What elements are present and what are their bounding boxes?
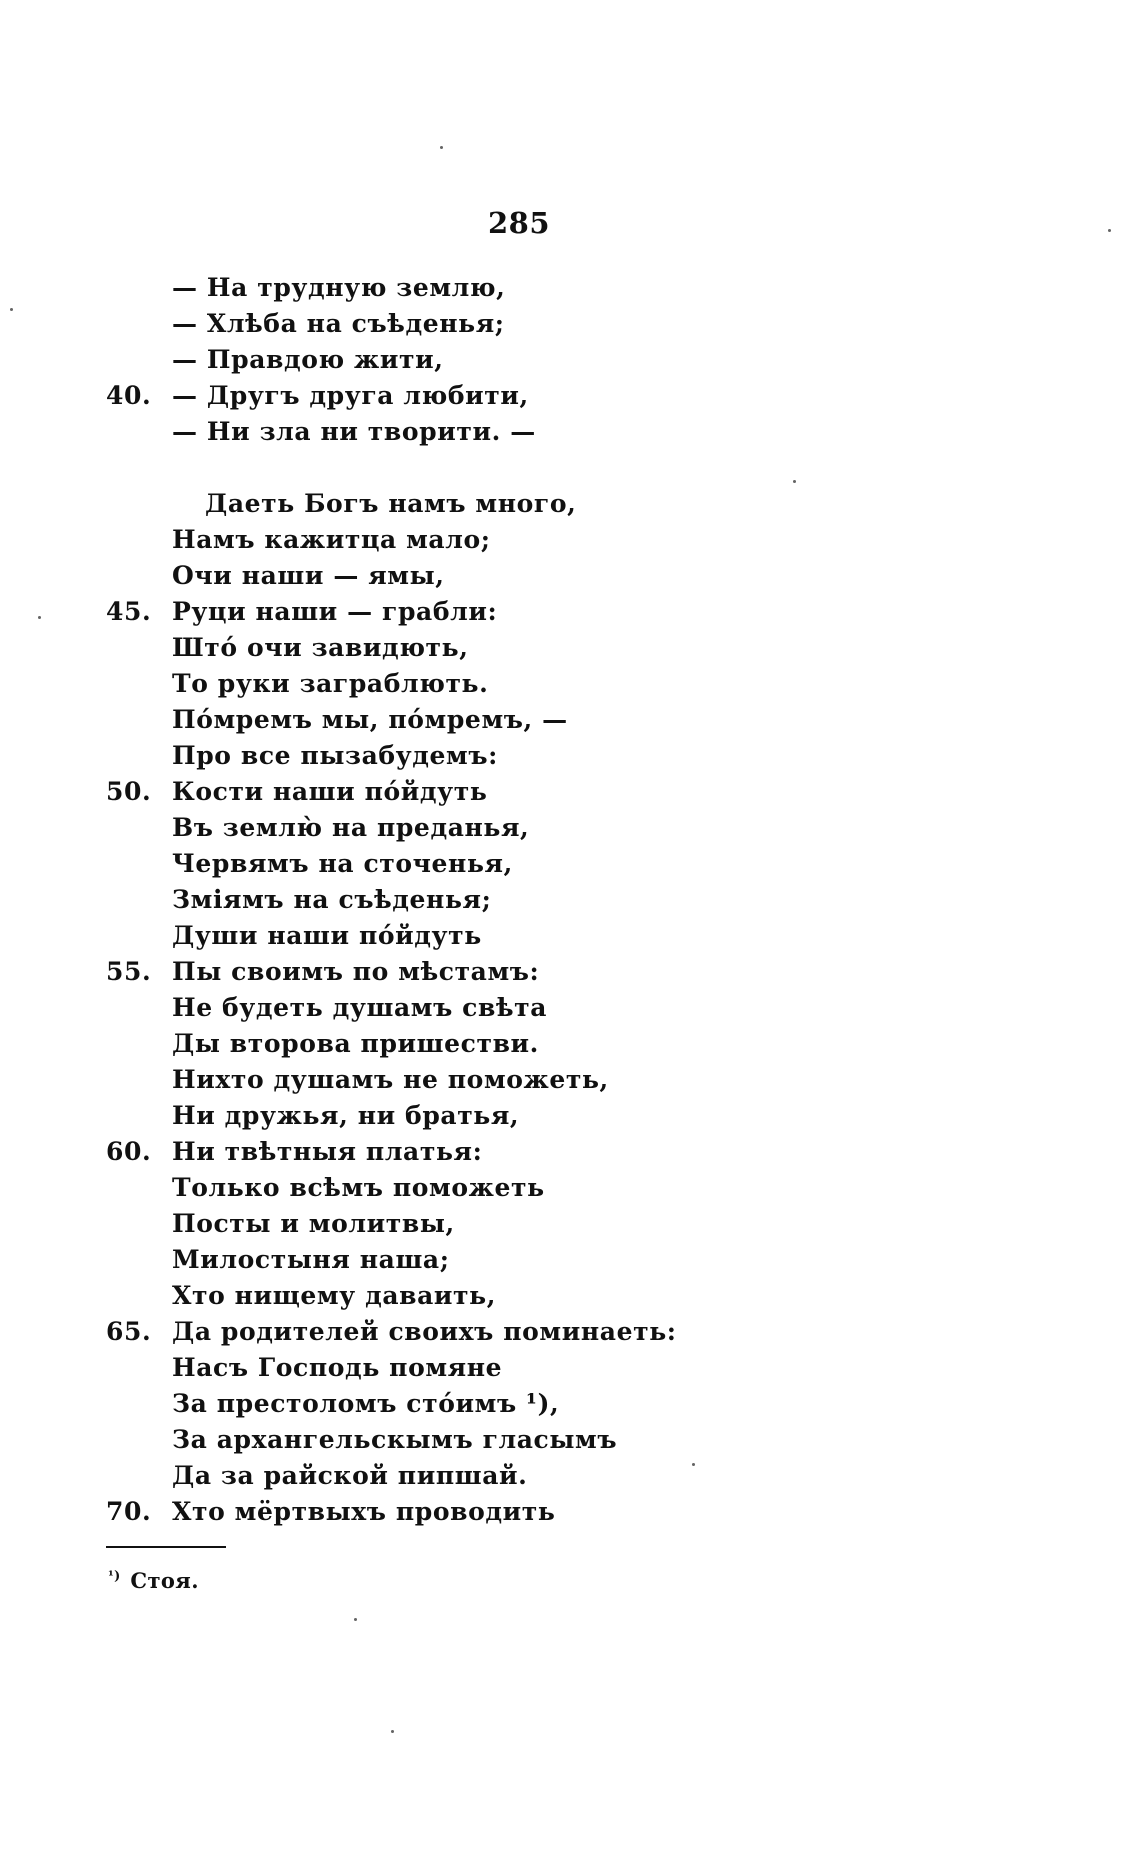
paper-speck	[391, 1730, 394, 1733]
line-text: Хто мёртвыхъ проводить	[172, 1497, 556, 1526]
line-text: Червямъ на сточенья,	[172, 849, 513, 878]
line-text: Ни твѣтныя платья:	[172, 1137, 483, 1166]
poem-line	[106, 1314, 806, 1350]
poem-line	[106, 414, 806, 450]
line-text: — Хлѣба на съѣденья;	[172, 309, 505, 338]
line-text: Хто нищему даваить,	[172, 1281, 497, 1310]
poem-line	[106, 1026, 806, 1062]
line-text: Только всѣмъ поможеть	[172, 1173, 545, 1202]
line-text: Кости наши по́йдуть	[172, 777, 488, 806]
poem-line	[106, 1350, 806, 1386]
line-text: Даеть Богъ намъ много,	[205, 489, 577, 518]
line-number: 55.	[106, 957, 152, 986]
line-text: Души наши по́йдуть	[172, 921, 482, 950]
paper-speck	[692, 1463, 695, 1466]
line-text: Да родителей своихъ поминаеть:	[172, 1317, 677, 1346]
poem-line	[106, 378, 806, 414]
footnote-text: Стоя.	[130, 1568, 199, 1593]
paper-speck	[38, 616, 41, 619]
footnote-marker: ¹)	[108, 1569, 121, 1584]
poem-line	[106, 270, 806, 306]
poem-line	[106, 810, 806, 846]
poem-text-block	[106, 270, 806, 1530]
poem-line	[106, 1170, 806, 1206]
line-text: Въ землю̀ на преданья,	[172, 813, 530, 842]
paper-speck	[440, 146, 443, 149]
poem-line	[106, 1278, 806, 1314]
line-text: Да за райской пипшай.	[172, 1461, 528, 1490]
poem-line	[106, 486, 806, 522]
line-text: Насъ Господь помяне	[172, 1353, 503, 1382]
footnote	[108, 1568, 199, 1593]
poem-line	[106, 1206, 806, 1242]
poem-line	[106, 774, 806, 810]
poem-line	[106, 1242, 806, 1278]
poem-line	[106, 522, 806, 558]
paper-speck	[1108, 229, 1111, 232]
poem-line	[106, 1062, 806, 1098]
line-text: Очи наши — ямы,	[172, 561, 445, 590]
line-number: 50.	[106, 777, 152, 806]
poem-line	[106, 666, 806, 702]
poem-line	[106, 918, 806, 954]
line-text: Што́ очи завидють,	[172, 633, 469, 662]
line-text: За престоломъ сто́имъ ¹),	[172, 1389, 560, 1418]
line-text: Про все пызабудемъ:	[172, 741, 498, 770]
line-number: 65.	[106, 1317, 152, 1346]
poem-line	[106, 702, 806, 738]
line-number: 60.	[106, 1137, 152, 1166]
poem-line	[106, 1458, 806, 1494]
line-number: 45.	[106, 597, 152, 626]
poem-line	[106, 882, 806, 918]
line-text: — На трудную землю,	[172, 273, 506, 302]
line-text: Нихто душамъ не поможеть,	[172, 1065, 609, 1094]
poem-line	[106, 1422, 806, 1458]
line-text: По́мремъ мы, по́мремъ, —	[172, 705, 568, 734]
poem-line	[106, 1134, 806, 1170]
line-text: — Правдою жити,	[172, 345, 444, 374]
poem-line	[106, 846, 806, 882]
poem-line	[106, 954, 806, 990]
paper-speck	[354, 1618, 357, 1621]
poem-line	[106, 1386, 806, 1422]
line-number: 40.	[106, 381, 152, 410]
line-text: За архангельскымъ гласымъ	[172, 1425, 618, 1454]
line-text: Руци наши — грабли:	[172, 597, 498, 626]
paper-speck	[10, 308, 13, 311]
line-text: Посты и молитвы,	[172, 1209, 455, 1238]
line-text: Зміямъ на съѣденья;	[172, 885, 492, 914]
line-text: Ни дружья, ни братья,	[172, 1101, 520, 1130]
poem-line	[106, 990, 806, 1026]
line-text: Милостыня наша;	[172, 1245, 450, 1274]
page-number: 285	[488, 206, 551, 240]
poem-line	[106, 342, 806, 378]
line-text: Намъ кажитца мало;	[172, 525, 491, 554]
poem-line	[106, 630, 806, 666]
line-text: Не будеть душамъ свѣта	[172, 993, 548, 1022]
poem-line	[106, 558, 806, 594]
line-text: — Другъ друга любити,	[172, 381, 529, 410]
poem-line	[106, 594, 806, 630]
poem-line	[106, 1494, 806, 1530]
line-text: Пы своимъ по мѣстамъ:	[172, 957, 540, 986]
poem-line	[106, 306, 806, 342]
line-text: Ды второва пришестви.	[172, 1029, 539, 1058]
footnote-separator-rule	[106, 1546, 226, 1548]
paper-speck	[793, 480, 796, 483]
line-text: То руки заграблють.	[172, 669, 489, 698]
line-number: 70.	[106, 1497, 152, 1526]
stanza-gap	[106, 450, 806, 486]
poem-line	[106, 738, 806, 774]
poem-line	[106, 1098, 806, 1134]
line-text: — Ни зла ни творити. —	[172, 417, 536, 446]
